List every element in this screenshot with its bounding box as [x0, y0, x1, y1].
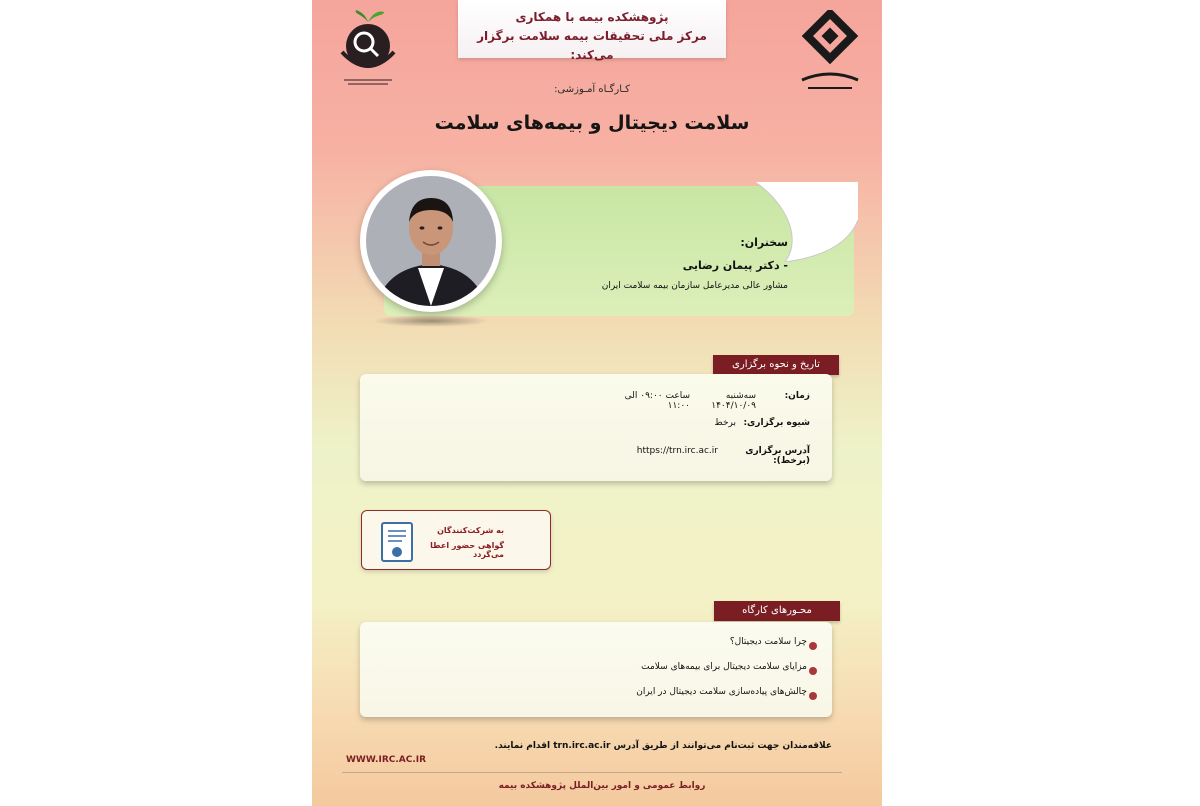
speakers-heading: سخنران:: [740, 236, 788, 249]
speaker-portrait-image: [366, 176, 496, 306]
event-date: سه‌شنبه ۱۴۰۴/۱۰/۰۹: [711, 391, 756, 411]
topics-tab: محـورهای کارگاه: [714, 601, 840, 621]
address-link[interactable]: https://trn.irc.ac.ir: [636, 446, 718, 456]
schedule-tab: تاریخ و نحوه برگزاری: [713, 355, 839, 375]
time-label: زمان:: [784, 391, 810, 401]
topic-item: چرا سلامت دیجیتال؟: [729, 637, 807, 647]
speaker-photo: [360, 170, 502, 312]
speaker-role: مشاور عالی مدیرعامل سازمان بیمه سلامت ایران: [601, 281, 788, 291]
workshop-poster: [312, 0, 882, 806]
header-line-2: مرکز ملی تحقیقات بیمه سلامت برگزار می‌کند:: [477, 29, 707, 62]
insurance-research-institute-logo: [794, 10, 866, 96]
event-hour: ساعت ۰۹:۰۰ الی ۱۱:۰۰: [624, 391, 690, 411]
workshop-title: سلامت دیجیتال و بیمه‌های سلامت: [434, 112, 750, 134]
topic-item: چالش‌های پیاده‌سازی سلامت دیجیتال در ایران: [636, 687, 807, 697]
certificate-icon: [380, 521, 414, 563]
bullet-dot-icon: [809, 667, 817, 675]
photo-shadow: [372, 315, 490, 327]
certificate-line-1: به شرکت‌کنندگان: [437, 526, 504, 535]
website-link[interactable]: WWW.IRC.AC.IR: [346, 755, 427, 765]
header-line-1: پژوهشکده بیمه با همکاری: [515, 10, 669, 24]
header-banner: [458, 0, 726, 62]
certificate-line-2: گواهی حضور اعطا می‌گردد: [430, 541, 504, 559]
method-label: شیوه برگزاری:: [743, 418, 810, 428]
address-label: آدرس برگزاری (برخط):: [745, 446, 810, 466]
footer-divider: [342, 772, 842, 773]
bullet-dot-icon: [809, 642, 817, 650]
method-value: برخط: [714, 418, 736, 428]
bullet-dot-icon: [809, 692, 817, 700]
page-curl-icon: [755, 182, 858, 262]
workshop-label: کـارگـاه آمـوزشی:: [554, 84, 630, 95]
footer-department: روابط عمومی و امور بین‌الملل پژوهشکده بیمه: [498, 781, 706, 791]
speaker-name: - دکتر پیمان رضایی: [682, 259, 788, 272]
topic-item: مزایای سلامت دیجیتال برای بیمه‌های سلامت: [641, 662, 807, 672]
registration-note: علاقه‌مندان جهت ثبت‌نام می‌توانند از طریق آدرس trn.irc.ac.ir اقدام نمایند.: [494, 741, 832, 751]
health-research-center-logo: [332, 8, 404, 90]
